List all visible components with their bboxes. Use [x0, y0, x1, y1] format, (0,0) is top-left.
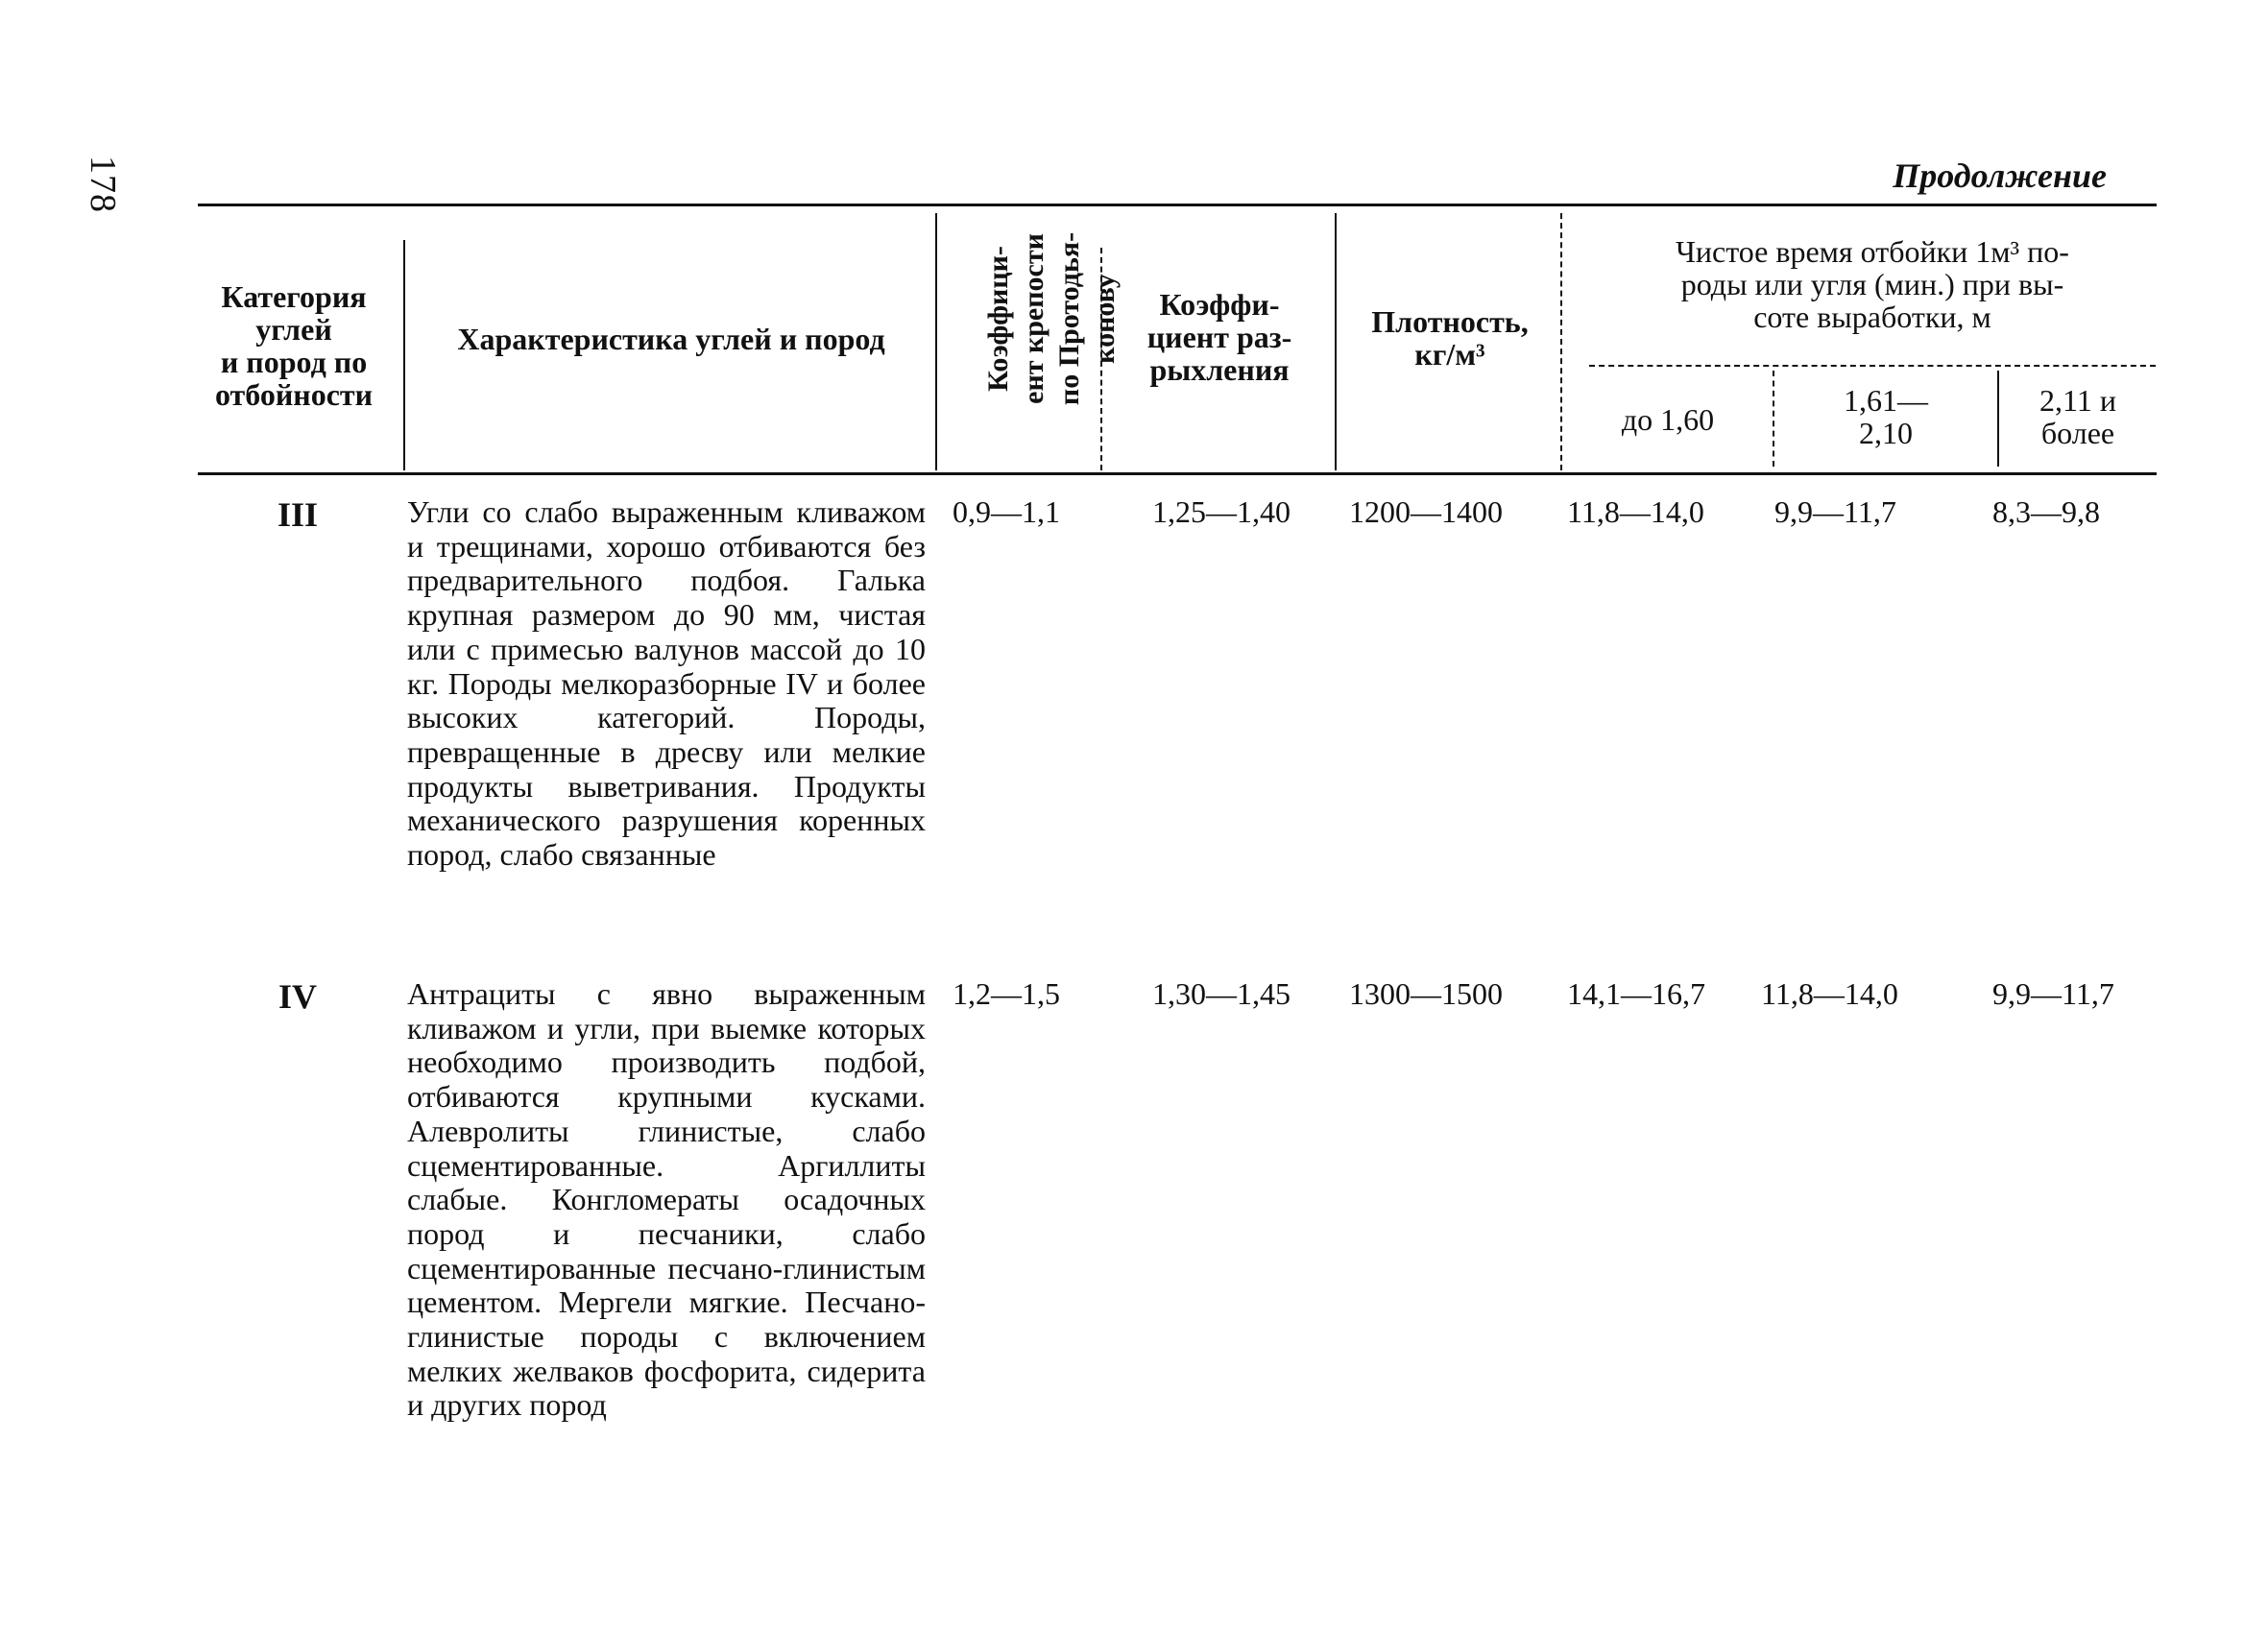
row-category: IV — [277, 977, 317, 1016]
header-strength-coefficient: Коэффици- ент крепости по Протодья- конову — [982, 231, 1121, 406]
row-description: Антрациты с явно выраженным кливажом и угли, при выемке которых необходимо производить подбой, отбиваются крупными кусками. Алевролиты глинистые, слабо сцементированные. Аргиллиты слабые. Конгломераты осадочных пород и песчаники, слабо сцементированные песчано-глинистым цементом. Мергели мягкие. Песчано-глинистые породы с включением мелких желваков фосфорита, сидерита и других пород — [407, 976, 926, 1423]
time-sub-divider-1 — [1773, 371, 1774, 467]
row-density: 1200—1400 — [1349, 494, 1503, 529]
header-time-up-to-1-60: до 1,60 — [1621, 402, 1715, 437]
row-category: III — [277, 495, 319, 534]
row-loosening-coefficient: 1,25—1,40 — [1152, 494, 1291, 529]
row-time-1-61-2-10: 11,8—14,0 — [1761, 976, 1898, 1011]
header-category: Категория углей и пород по отбойности — [214, 279, 374, 412]
row-time-2-11-and-more: 9,9—11,7 — [1992, 976, 2114, 1011]
header-time-group: Чистое время отбойки 1м³ по- роды или угля (мин.) при вы- соте выработки, м — [1676, 234, 2069, 334]
header-time-2-11-and-more: 2,11 и более — [2039, 383, 2116, 450]
time-sub-divider-2 — [1997, 371, 1999, 467]
row-time-up-to-1-60: 11,8—14,0 — [1567, 494, 1704, 529]
header-characteristic: Характеристика углей и пород — [457, 322, 885, 356]
row-strength-coefficient: 0,9—1,1 — [953, 494, 1060, 529]
row-time-1-61-2-10: 9,9—11,7 — [1774, 494, 1896, 529]
header-divider-2 — [935, 213, 937, 470]
row-loosening-coefficient: 1,30—1,45 — [1152, 976, 1291, 1011]
continuation-label: Продолжение — [1893, 156, 2107, 195]
header-time-1-61-2-10: 1,61— 2,10 — [1844, 383, 1928, 450]
header-bottom-rule — [198, 472, 2157, 475]
header-divider-1 — [403, 240, 405, 470]
header-divider-5 — [1560, 213, 1562, 470]
time-group-rule — [1589, 365, 2156, 367]
header-loosening-coefficient: Коэффи- циент раз- рыхления — [1146, 287, 1292, 387]
row-description: Угли со слабо выраженным кливажом и трещинами, хорошо отбиваются без предварительного подбоя. Галька крупная размером до 90 мм, чистая или с примесью валунов массой до 10 кг. Породы мелкоразборные IV и более высоких категорий. Породы, превращенные в дресву или мелкие продукты выветривания. Продукты механического разрушения коренных пород, слабо связанные — [407, 494, 926, 873]
row-time-2-11-and-more: 8,3—9,8 — [1992, 494, 2100, 529]
table-top-rule — [198, 204, 2157, 206]
row-strength-coefficient: 1,2—1,5 — [953, 976, 1060, 1011]
header-divider-4 — [1335, 213, 1337, 470]
row-time-up-to-1-60: 14,1—16,7 — [1567, 976, 1705, 1011]
page-number: 178 — [83, 156, 123, 213]
row-density: 1300—1500 — [1349, 976, 1503, 1011]
header-density: Плотность, кг/м³ — [1371, 304, 1529, 372]
